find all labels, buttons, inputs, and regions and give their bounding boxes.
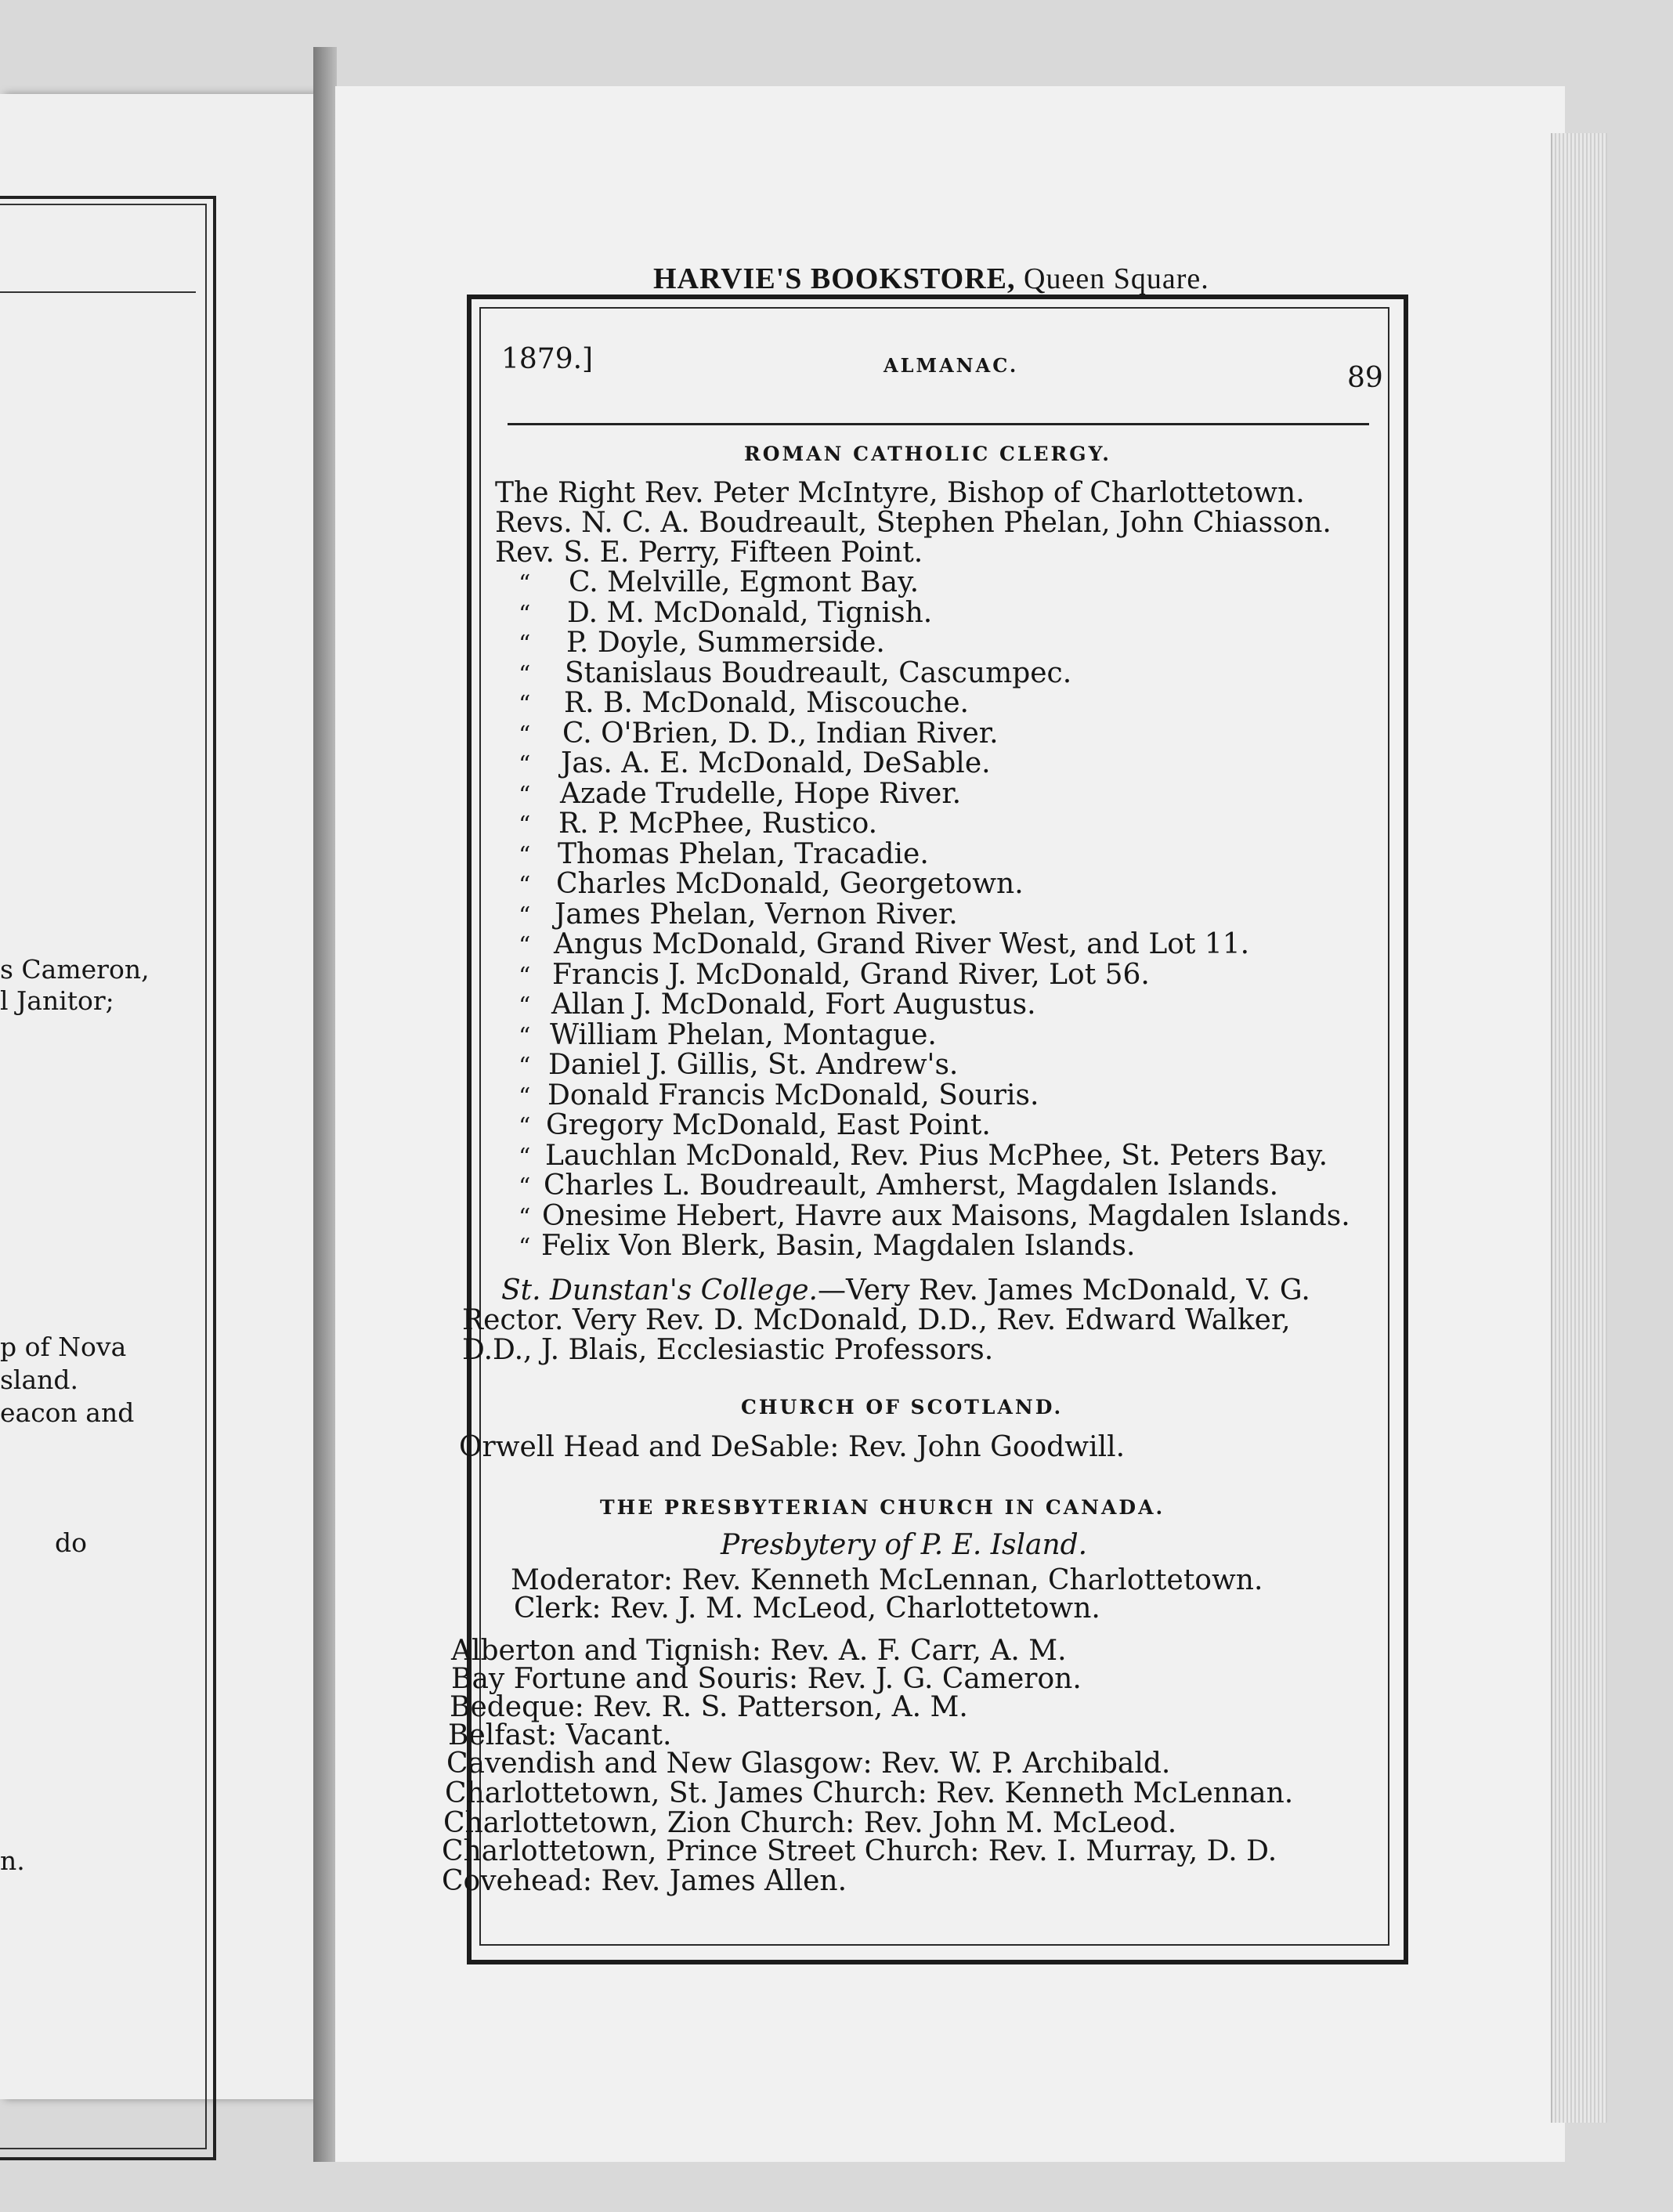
ditto-mark: “ (519, 660, 531, 689)
rc-clergy-entry: Stanislaus Boudreault, Cascumpec. (565, 656, 1072, 689)
presbyterian-entry: Alberton and Tignish: Rev. A. F. Carr, A. M. (451, 1635, 1067, 1667)
running-head (653, 262, 1209, 296)
rc-clergy-entry: Azade Trudelle, Hope River. (560, 777, 962, 810)
rc-clergy-entry: Onesime Hebert, Havre aux Maisons, Magdalen Islands. (542, 1199, 1350, 1232)
left-page-fragment: sland. (0, 1364, 79, 1395)
rc-clergy-entry: C. Melville, Egmont Bay. (569, 566, 920, 598)
header-rule (508, 423, 1369, 425)
ditto-mark: “ (519, 872, 531, 899)
page-number: 89 (1347, 362, 1383, 394)
rc-clergy-entry: Felix Von Blerk, Basin, Magdalen Islands. (541, 1230, 1136, 1262)
rc-clergy-entry: R. B. McDonald, Miscouche. (564, 687, 969, 719)
presbyterian-entry: Bay Fortune and Souris: Rev. J. G. Cameron. (451, 1663, 1082, 1695)
college-line-2: Rector. Very Rev. D. McDonald, D.D., Rev. Edward Walker, (462, 1304, 1291, 1336)
rc-clergy-entry: Jas. A. E. McDonald, DeSable. (561, 747, 991, 779)
presbyterian-entry: Charlottetown, Zion Church: Rev. John M. McLeod. (443, 1807, 1177, 1839)
ditto-mark: “ (519, 1083, 531, 1111)
page-title: ALMANAC. (883, 354, 1019, 377)
rc-clergy-entry: R. P. McPhee, Rustico. (558, 808, 878, 840)
ditto-mark: “ (519, 781, 531, 809)
college-name: St. Dunstan's College. (501, 1274, 818, 1307)
left-page-fragment: do (55, 1527, 87, 1558)
ditto-mark: “ (519, 721, 531, 749)
rc-clergy-entry: Allan J. McDonald, Fort Augustus. (551, 989, 1036, 1021)
rc-clergy-entry: Charles McDonald, Georgetown. (556, 868, 1024, 900)
rc-clergy-entry: Daniel J. Gillis, St. Andrew's. (548, 1049, 959, 1081)
rc-clergy-entry: P. Doyle, Summerside. (566, 627, 885, 659)
left-page-fragment: p of Nova (0, 1332, 127, 1362)
ditto-mark: “ (519, 841, 531, 869)
presbyterian-entry: Belfast: Vacant. (448, 1719, 672, 1751)
rc-clergy-entry: Angus McDonald, Grand River West, and Lot 11. (554, 928, 1250, 960)
rc-clergy-entry: D. M. McDonald, Tignish. (567, 596, 933, 629)
ditto-mark: “ (519, 600, 531, 628)
ditto-mark: “ (519, 1022, 531, 1050)
presbyterian-entry: Clerk: Rev. J. M. McLeod, Charlottetown. (514, 1592, 1100, 1625)
rc-intro-line: Revs. N. C. A. Boudreault, Stephen Phelan, John Chiasson. (495, 507, 1332, 539)
rc-clergy-entry: Charles L. Boudreault, Amherst, Magdalen Islands. (544, 1169, 1279, 1202)
rc-intro-line: The Right Rev. Peter McIntyre, Bishop of Charlottetown. (495, 477, 1305, 509)
presbytery-subheading: Presbytery of P. E. Island. (721, 1529, 1088, 1561)
book-gutter (313, 47, 337, 2162)
left-page-fragment: s Cameron, (0, 954, 150, 985)
church-of-scotland-line: Orwell Head and DeSable: Rev. John Goodwill. (459, 1431, 1126, 1463)
ditto-mark: “ (519, 932, 531, 960)
left-page-inner-frame (0, 204, 207, 2149)
ditto-mark: “ (519, 570, 531, 598)
ditto-mark: “ (519, 1113, 531, 1140)
rc-clergy-entry: Francis J. McDonald, Grand River, Lot 56. (552, 958, 1150, 991)
ditto-mark: “ (519, 1053, 531, 1080)
ditto-mark: “ (519, 691, 531, 718)
left-page-fragment: n. (0, 1845, 25, 1876)
ditto-mark: “ (519, 992, 531, 1020)
rc-clergy-entry: Lauchlan McDonald, Rev. Pius McPhee, St. Peters Bay. (545, 1139, 1328, 1172)
college-line-1-rest: —Very Rev. James McDonald, V. G. (818, 1274, 1310, 1307)
ditto-mark: “ (519, 631, 531, 658)
ditto-mark: “ (519, 811, 531, 839)
rc-clergy-entry: C. O'Brien, D. D., Indian River. (562, 717, 999, 750)
rc-clergy-entry: James Phelan, Vernon River. (555, 898, 958, 931)
rc-clergy-entry: William Phelan, Montague. (550, 1018, 937, 1051)
rc-clergy-heading: ROMAN CATHOLIC CLERGY. (744, 443, 1111, 465)
left-page-fragment: l Janitor; (0, 985, 114, 1016)
ditto-mark: “ (519, 1143, 531, 1171)
presbyterian-entry: Charlottetown, Prince Street Church: Rev. I. Murray, D. D. (442, 1835, 1277, 1867)
ditto-mark: “ (519, 902, 531, 930)
presbyterian-entry: Cavendish and New Glasgow: Rev. W. P. Archibald. (446, 1748, 1171, 1780)
page-year: 1879.] (501, 343, 594, 375)
ditto-mark: “ (519, 1203, 531, 1231)
left-page-fragment: eacon and (0, 1397, 135, 1428)
presbyterian-entry: Moderator: Rev. Kenneth McLennan, Charlottetown. (511, 1564, 1263, 1596)
ditto-mark: “ (519, 1234, 531, 1261)
rc-clergy-entry: Gregory McDonald, East Point. (546, 1109, 991, 1141)
college-line-1 (501, 1274, 1310, 1307)
presbyterian-entry: Charlottetown, St. James Church: Rev. Kenneth McLennan. (445, 1777, 1294, 1809)
ditto-mark: “ (519, 1173, 531, 1201)
running-head-store: HARVIE'S BOOKSTORE, (653, 262, 1016, 295)
running-head-location: Queen Square. (1024, 262, 1209, 295)
church-of-scotland-heading: CHURCH OF SCOTLAND. (741, 1396, 1064, 1419)
ditto-mark: “ (519, 751, 531, 779)
rc-clergy-entry: Thomas Phelan, Tracadie. (558, 837, 929, 870)
page-edges (1551, 133, 1607, 2123)
left-page-rule (0, 291, 196, 293)
rc-intro-line: Rev. S. E. Perry, Fifteen Point. (495, 537, 923, 569)
ditto-mark: “ (519, 962, 531, 990)
presbyterian-heading: THE PRESBYTERIAN CHURCH IN CANADA. (600, 1496, 1165, 1519)
presbyterian-entry: Covehead: Rev. James Allen. (442, 1865, 847, 1897)
rc-clergy-entry: Donald Francis McDonald, Souris. (547, 1079, 1039, 1111)
presbyterian-entry: Bedeque: Rev. R. S. Patterson, A. M. (450, 1691, 968, 1723)
college-line-3: D.D., J. Blais, Ecclesiastic Professors. (462, 1334, 994, 1366)
